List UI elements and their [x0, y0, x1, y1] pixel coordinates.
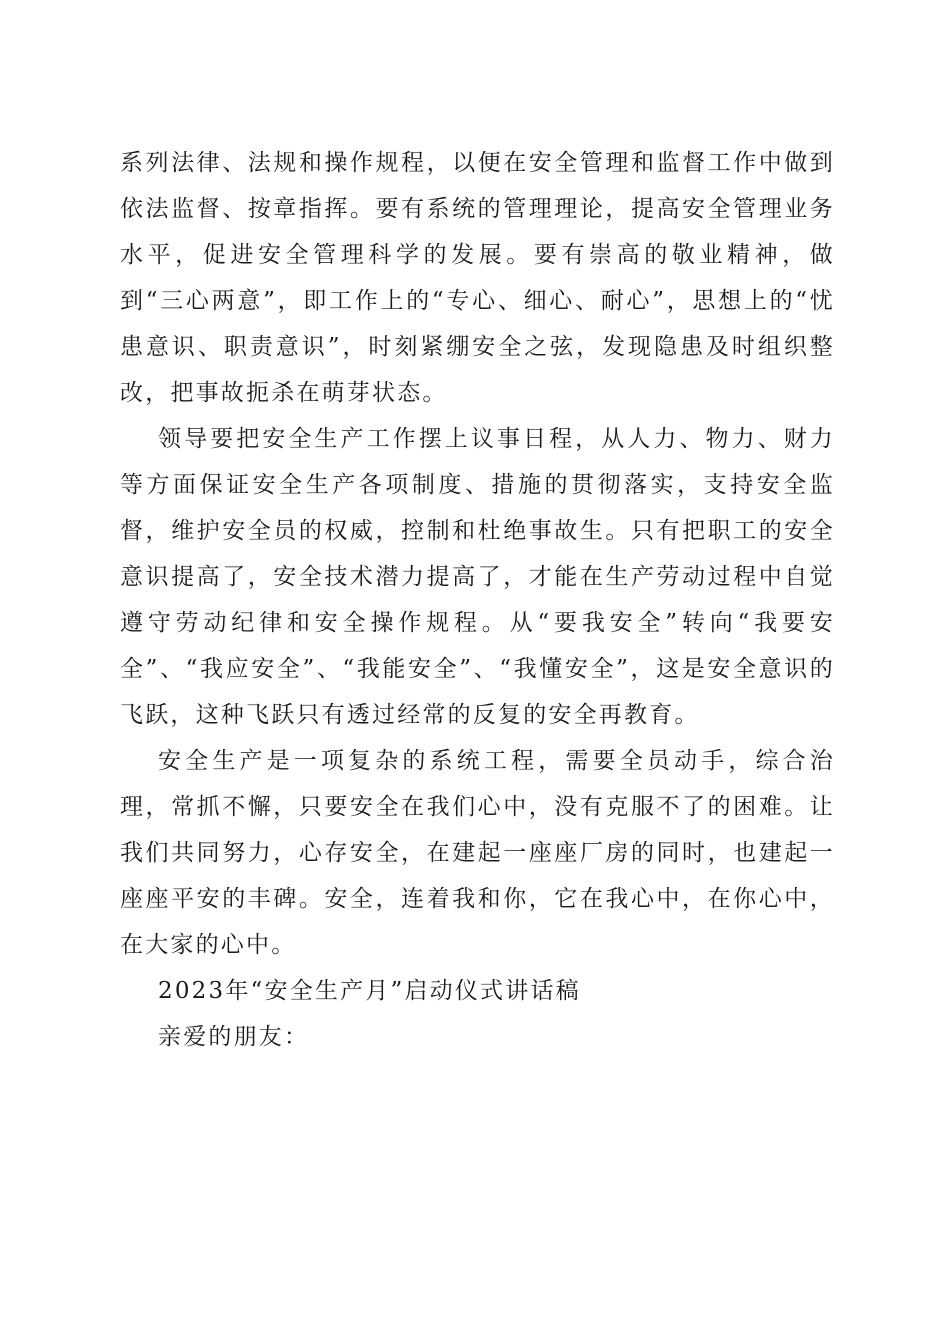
paragraph-continuation: 系列法律、法规和操作规程，以便在安全管理和监督工作中做到依法监督、按章指挥。要有系统的管理理论，提高安全管理业务水平，促进安全管理科学的发展。要有崇高的敬业精神，做到“三心两意”，即工作上的“专心、细心、耐心”，思想上的“忧患意识、职责意识”，时刻紧绷安全之弦，发现隐患及时组织整改，把事故扼杀在萌芽状态。 [120, 150, 835, 406]
salutation-line: 亲爱的朋友： [158, 1024, 310, 1050]
speech-title-line: 2023年“安全生产月”启动仪式讲话稿 [158, 978, 581, 1004]
paragraph-leadership: 领导要把安全生产工作摆上议事日程，从人力、物力、财力等方面保证安全生产各项制度、措施的贯彻落实，支持安全监督，维护安全员的权威，控制和杜绝事故生。只有把职工的安全意识提高了，安全技术潜力提高了，才能在生产劳动过程中自觉遵守劳动纪律和安全操作规程。从“要我安全”转向“我要安全”、“我应安全”、“我能安全”、“我懂安全”，这是安全意识的飞跃，这种飞跃只有透过经常的反复的安全再教育。 [120, 426, 835, 728]
document-body [120, 140, 835, 1060]
paragraph-conclusion: 安全生产是一项复杂的系统工程，需要全员动手，综合治理，常抓不懈，只要安全在我们心中，没有克服不了的困难。让我们共同努力，心存安全，在建起一座座厂房的同时，也建起一座座平安的丰碑。安全，连着我和你，它在我心中，在你心中，在大家的心中。 [120, 748, 835, 958]
